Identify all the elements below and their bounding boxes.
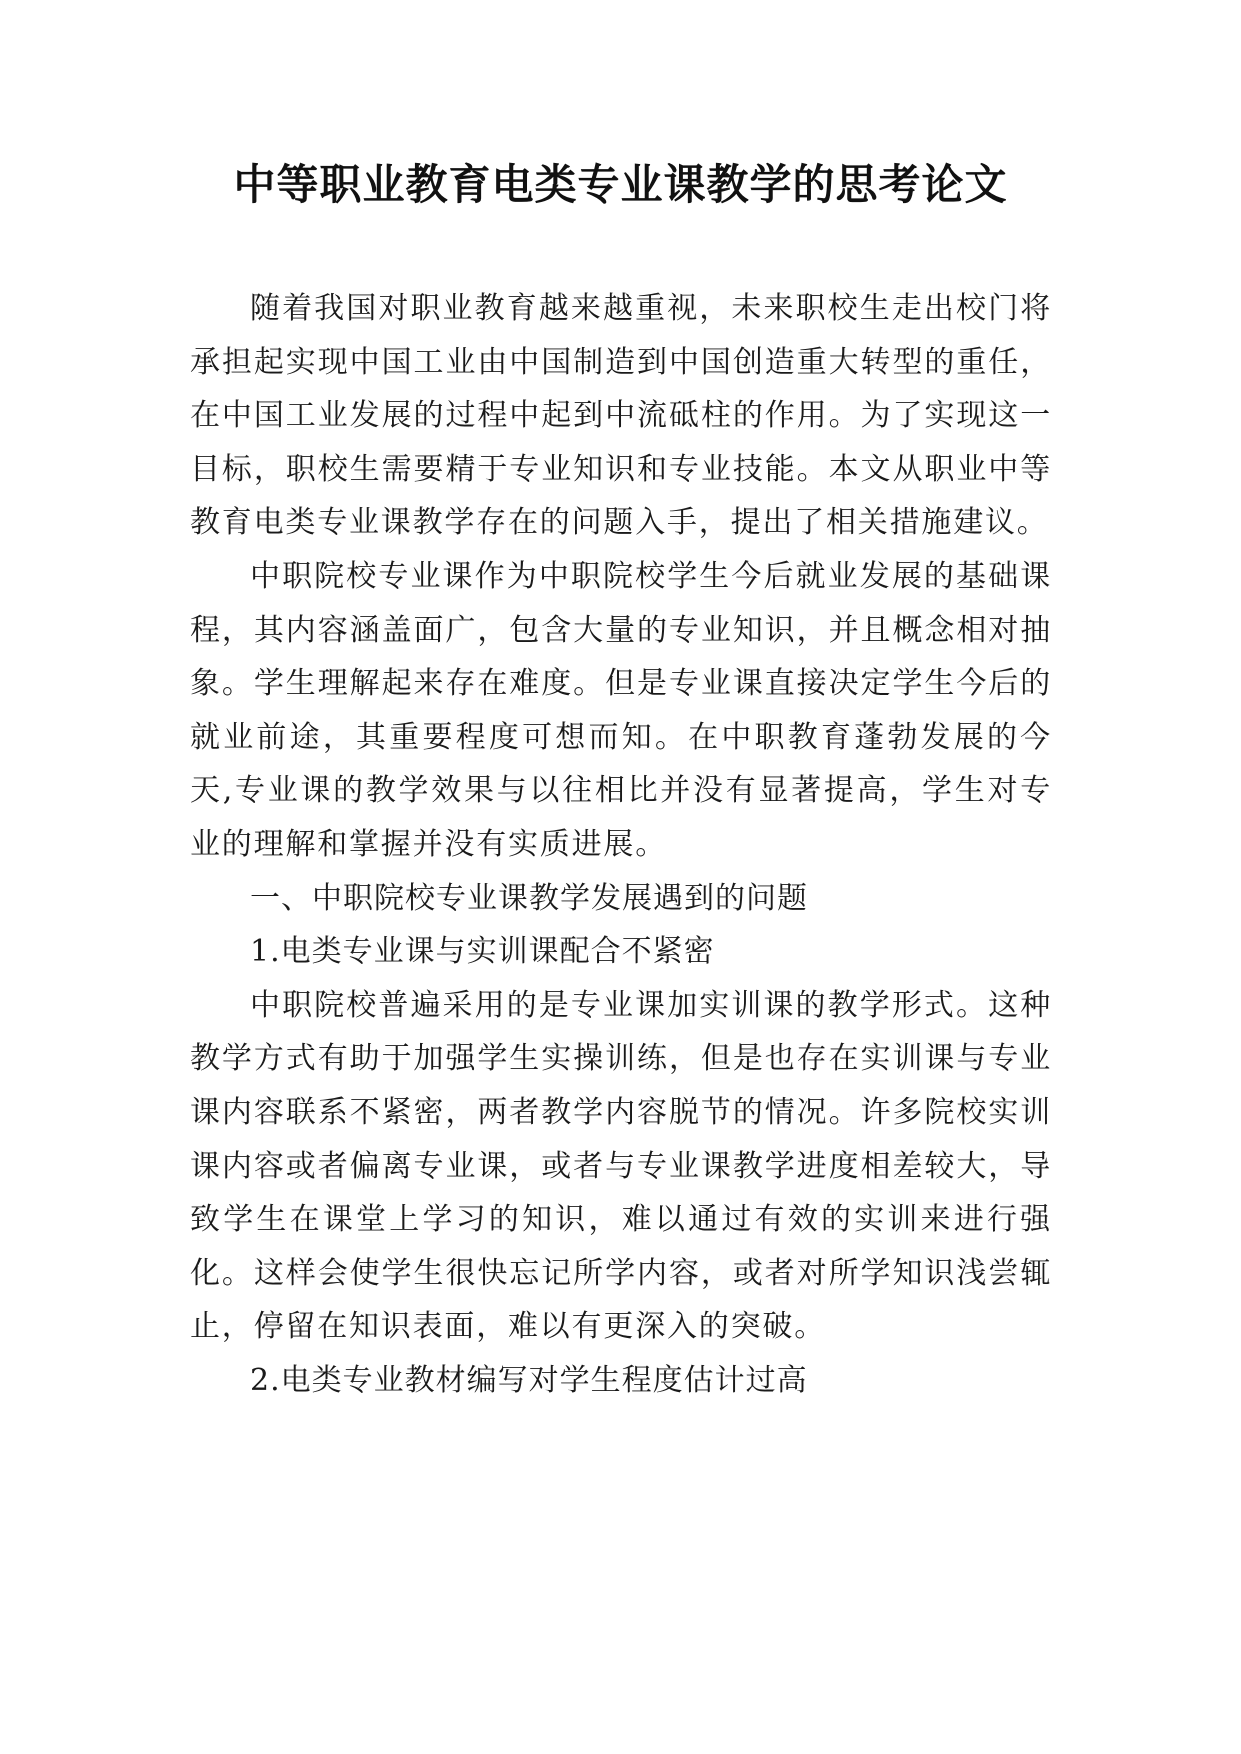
paragraph-background: 中职院校专业课作为中职院校学生今后就业发展的基础课程，其内容涵盖面广，包含大量的专业知识，并且概念相对抽象。学生理解起来存在难度。但是专业课直接决定学生今后的就业前途，其重要程度可想而知。在中职教育蓬勃发展的今天,专业课的教学效果与以往相比并没有显著提高，学生对专业的理解和掌握并没有实质进展。 (190, 558, 1052, 862)
subsection-heading-1: 1.电类专业课与实训课配合不紧密 (250, 934, 715, 970)
document-body (190, 282, 1052, 1407)
subsection-heading-2: 2.电类专业教材编写对学生程度估计过高 (250, 1362, 808, 1398)
section-heading-1: 一、中职院校专业课教学发展遇到的问题 (250, 880, 808, 916)
paragraph-problem-1: 中职院校普遍采用的是专业课加实训课的教学形式。这种教学方式有助于加强学生实操训练，但是也存在实训课与专业课内容联系不紧密，两者教学内容脱节的情况。许多院校实训课内容或者偏离专业课，或者与专业课教学进度相差较大，导致学生在课堂上学习的知识，难以通过有效的实训来进行强化。这样会使学生很快忘记所学内容，或者对所学知识浅尝辄止，停留在知识表面，难以有更深入的突破。 (190, 987, 1052, 1345)
document-title: 中等职业教育电类专业课教学的思考论文 (233, 160, 1008, 209)
paragraph-intro: 随着我国对职业教育越来越重视，未来职校生走出校门将承担起实现中国工业由中国制造到中国创造重大转型的重任，在中国工业发展的过程中起到中流砥柱的作用。为了实现这一目标，职校生需要精于专业知识和专业技能。本文从职业中等教育电类专业课教学存在的问题入手，提出了相关措施建议。 (190, 291, 1052, 541)
